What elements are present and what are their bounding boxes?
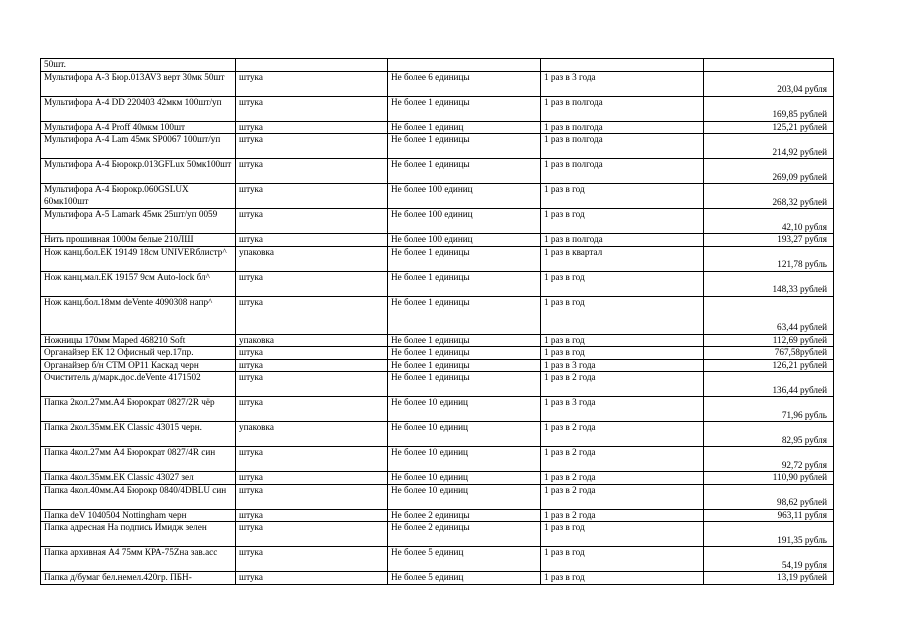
price-cell: 71,96 рубль <box>704 397 834 422</box>
unit-cell: штука <box>236 547 388 572</box>
quantity-cell: Не более 1 единицы <box>388 372 541 397</box>
unit-cell: упаковка <box>236 246 388 271</box>
item-name-cell: Нож канц.мал.ЕК 19157 9см Auto-lock бл^ <box>41 271 236 296</box>
quantity-cell: Не более 100 единиц <box>388 209 541 234</box>
table-row <box>41 372 834 397</box>
price-cell: 42,10 рубля <box>704 209 834 234</box>
item-name-cell: Папка 2кол.35мм.ЕК Classic 43015 черн. <box>41 422 236 447</box>
table-row <box>41 71 834 96</box>
quantity-cell: Не более 1 единиц <box>388 121 541 134</box>
unit-cell: штука <box>236 184 388 209</box>
table-row <box>41 359 834 372</box>
unit-cell <box>236 59 388 72</box>
item-name-cell: Папка адресная На подпись Имидж зелен <box>41 522 236 547</box>
price-cell <box>704 59 834 72</box>
unit-cell: штука <box>236 447 388 472</box>
period-cell: 1 раз в год <box>541 547 704 572</box>
item-name-cell: Папка deV 1040504 Nottingham черн <box>41 509 236 522</box>
price-cell: 193,27 рубля <box>704 234 834 247</box>
item-name-cell: 50шт. <box>41 59 236 72</box>
period-cell: 1 раз в год <box>541 209 704 234</box>
price-cell: 148,33 рублей <box>704 271 834 296</box>
price-cell: 82,95 рубля <box>704 422 834 447</box>
item-name-cell: Мультифора А-4 DD 220403 42мкм 100шт/уп <box>41 96 236 121</box>
unit-cell: упаковка <box>236 334 388 347</box>
price-cell: 203,04 рубля <box>704 71 834 96</box>
period-cell: 1 раз в год <box>541 271 704 296</box>
period-cell: 1 раз в 2 года <box>541 472 704 485</box>
price-cell: 121,78 рубль <box>704 246 834 271</box>
price-cell: 125,21 рублей <box>704 121 834 134</box>
period-cell: 1 раз в год <box>541 522 704 547</box>
quantity-cell: Не более 10 единиц <box>388 472 541 485</box>
items-table-body <box>41 59 834 585</box>
price-cell: 112,69 рублей <box>704 334 834 347</box>
quantity-cell: Не более 6 единицы <box>388 71 541 96</box>
quantity-cell: Не более 1 единицы <box>388 96 541 121</box>
price-cell: 169,85 рублей <box>704 96 834 121</box>
item-name-cell: Очиститель д/марк.дос.deVente 4171502 <box>41 372 236 397</box>
period-cell: 1 раз в полгода <box>541 134 704 159</box>
price-cell: 110,90 рублей <box>704 472 834 485</box>
table-row <box>41 184 834 209</box>
price-cell: 214,92 рублей <box>704 134 834 159</box>
period-cell: 1 раз в год <box>541 347 704 360</box>
item-name-cell: Нож канц.бол.ЕК 19149 18см UNIVERблистр^ <box>41 246 236 271</box>
quantity-cell: Не более 1 единицы <box>388 334 541 347</box>
quantity-cell: Не более 10 единиц <box>388 447 541 472</box>
item-name-cell: Нить прошивная 1000м белые 210ЛШ <box>41 234 236 247</box>
period-cell: 1 раз в 2 года <box>541 372 704 397</box>
table-row <box>41 121 834 134</box>
table-row <box>41 134 834 159</box>
unit-cell: штука <box>236 572 388 585</box>
quantity-cell: Не более 1 единицы <box>388 296 541 334</box>
period-cell: 1 раз в полгода <box>541 234 704 247</box>
item-name-cell: Папка 2кол.27мм.А4 Бюрократ 0827/2R чёр <box>41 397 236 422</box>
unit-cell: штука <box>236 472 388 485</box>
period-cell: 1 раз в полгода <box>541 121 704 134</box>
unit-cell: штука <box>236 159 388 184</box>
item-name-cell: Мультифора А-5 Lamark 45мк 25шт/уп 0059 <box>41 209 236 234</box>
period-cell: 1 раз в 2 года <box>541 509 704 522</box>
unit-cell: штука <box>236 96 388 121</box>
period-cell: 1 раз в год <box>541 572 704 585</box>
quantity-cell: Не более 5 единиц <box>388 572 541 585</box>
table-row <box>41 59 834 72</box>
items-table <box>40 58 834 585</box>
quantity-cell: Не более 10 единиц <box>388 484 541 509</box>
price-cell: 54,19 рубля <box>704 547 834 572</box>
price-cell: 269,09 рублей <box>704 159 834 184</box>
period-cell: 1 раз в 2 года <box>541 422 704 447</box>
quantity-cell: Не более 1 единицы <box>388 159 541 184</box>
quantity-cell: Не более 1 единицы <box>388 359 541 372</box>
price-cell: 126,21 рублей <box>704 359 834 372</box>
quantity-cell <box>388 59 541 72</box>
period-cell <box>541 59 704 72</box>
period-cell: 1 раз в 3 года <box>541 359 704 372</box>
quantity-cell: Не более 5 единиц <box>388 547 541 572</box>
unit-cell: штука <box>236 484 388 509</box>
period-cell: 1 раз в 3 года <box>541 397 704 422</box>
unit-cell: штука <box>236 271 388 296</box>
quantity-cell: Не более 100 единиц <box>388 184 541 209</box>
unit-cell: штука <box>236 121 388 134</box>
unit-cell: штука <box>236 234 388 247</box>
period-cell: 1 раз в 2 года <box>541 447 704 472</box>
item-name-cell: Мультифора А-4 Proff 40мкм 100шт <box>41 121 236 134</box>
price-cell: 268,32 рублей <box>704 184 834 209</box>
item-name-cell: Папка 4кол.40мм.А4 Бюрокр 0840/4DBLU син <box>41 484 236 509</box>
table-row <box>41 422 834 447</box>
table-row <box>41 159 834 184</box>
quantity-cell: Не более 2 единицы <box>388 509 541 522</box>
item-name-cell: Папка 4кол.35мм.ЕК Classic 43027 зел <box>41 472 236 485</box>
quantity-cell: Не более 1 единицы <box>388 134 541 159</box>
table-row <box>41 509 834 522</box>
unit-cell: штука <box>236 397 388 422</box>
table-row <box>41 296 834 334</box>
period-cell: 1 раз в год <box>541 334 704 347</box>
price-cell: 767,58рублей <box>704 347 834 360</box>
period-cell: 1 раз в год <box>541 184 704 209</box>
item-name-cell: Органайзер ЕК 12 Офисный чер.17пр. <box>41 347 236 360</box>
period-cell: 1 раз в квартал <box>541 246 704 271</box>
quantity-cell: Не более 2 единицы <box>388 522 541 547</box>
period-cell: 1 раз в полгода <box>541 159 704 184</box>
price-cell: 98,62 рублей <box>704 484 834 509</box>
item-name-cell: Мультифора А-3 Бюр.013AV3 верт 30мк 50шт <box>41 71 236 96</box>
unit-cell: штука <box>236 347 388 360</box>
item-name-cell: Мультифора А-4 Lam 45мк SP0067 100шт/уп <box>41 134 236 159</box>
unit-cell: штука <box>236 522 388 547</box>
table-row <box>41 522 834 547</box>
price-cell: 191,35 рубль <box>704 522 834 547</box>
period-cell: 1 раз в год <box>541 296 704 334</box>
item-name-cell: Ножницы 170мм Maped 468210 Soft <box>41 334 236 347</box>
item-name-cell: Мультифора А-4 Бюрокр.013GFLux 50мк100шт <box>41 159 236 184</box>
item-name-cell: Папка д/бумаг бел.немел.420гр. ПБН- <box>41 572 236 585</box>
table-row <box>41 246 834 271</box>
item-name-cell: Папка архивная А4 75мм КРА-75Zна зав.асс <box>41 547 236 572</box>
quantity-cell: Не более 100 единиц <box>388 234 541 247</box>
period-cell: 1 раз в полгода <box>541 96 704 121</box>
price-cell: 92,72 рубля <box>704 447 834 472</box>
table-row <box>41 397 834 422</box>
price-cell: 136,44 рублей <box>704 372 834 397</box>
unit-cell: штука <box>236 372 388 397</box>
unit-cell: штука <box>236 209 388 234</box>
quantity-cell: Не более 10 единиц <box>388 422 541 447</box>
item-name-cell: Мультифора А-4 Бюрокр.060GSLUX 60мк100шт <box>41 184 236 209</box>
quantity-cell: Не более 1 единицы <box>388 347 541 360</box>
unit-cell: штука <box>236 134 388 159</box>
unit-cell: штука <box>236 359 388 372</box>
unit-cell: упаковка <box>236 422 388 447</box>
price-cell: 13,19 рублей <box>704 572 834 585</box>
table-row <box>41 234 834 247</box>
item-name-cell: Органайзер б/н СТМ OP11 Каскад черн <box>41 359 236 372</box>
item-name-cell: Папка 4кол.27мм А4 Бюрократ 0827/4R син <box>41 447 236 472</box>
table-row <box>41 334 834 347</box>
table-row <box>41 347 834 360</box>
table-row <box>41 209 834 234</box>
table-row <box>41 484 834 509</box>
table-row <box>41 447 834 472</box>
period-cell: 1 раз в 3 года <box>541 71 704 96</box>
table-row <box>41 96 834 121</box>
unit-cell: штука <box>236 296 388 334</box>
table-row <box>41 547 834 572</box>
unit-cell: штука <box>236 509 388 522</box>
period-cell: 1 раз в 2 года <box>541 484 704 509</box>
item-name-cell: Нож канц.бол.18мм deVente 4090308 напр^ <box>41 296 236 334</box>
unit-cell: штука <box>236 71 388 96</box>
quantity-cell: Не более 1 единицы <box>388 246 541 271</box>
table-row <box>41 572 834 585</box>
quantity-cell: Не более 1 единицы <box>388 271 541 296</box>
price-cell: 63,44 рублей <box>704 296 834 334</box>
price-cell: 963,11 рубля <box>704 509 834 522</box>
table-row <box>41 271 834 296</box>
quantity-cell: Не более 10 единиц <box>388 397 541 422</box>
table-row <box>41 472 834 485</box>
